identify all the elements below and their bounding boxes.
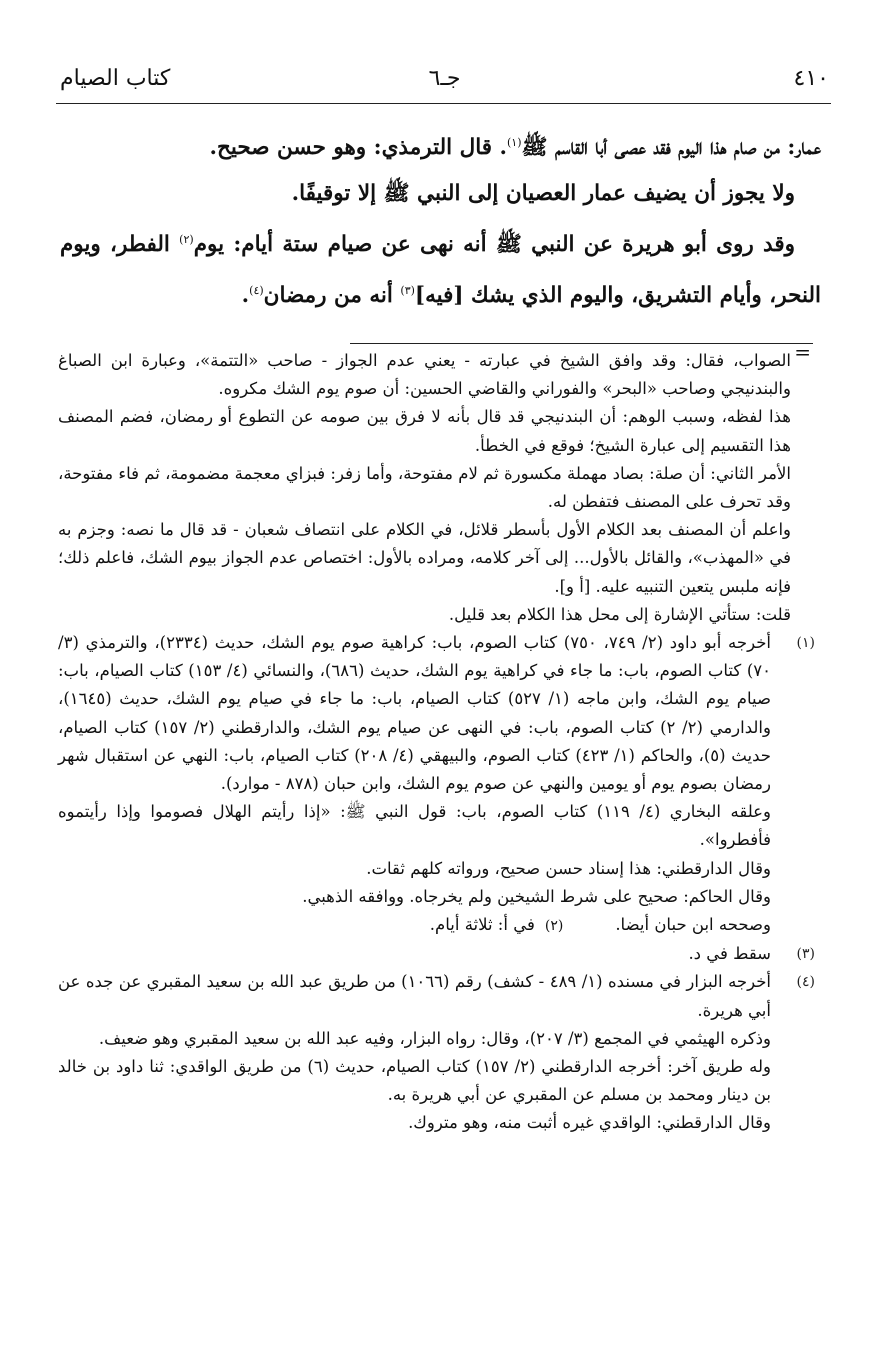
footnote-paragraph: هذا لفظه، وسبب الوهم: أن البندنيجي قد قال بأنه لا فرق بين صومه عن التطوع أو رمضان، فضم المصنف هذا التقسيم إلى عبارة الشيخ؛ فوقع في الخطأ. — [58, 407, 791, 455]
footnote-separator — [350, 343, 813, 344]
main-paragraph-2: ولا يجوز أن يضيف عمار العصيان إلى النبي ﷺ إلا توقيفًا. — [291, 181, 795, 207]
footnote-text-run: وصححه ابن حبان أيضا. — [615, 915, 771, 935]
footnote-paragraph: وقال الدارقطني: الواقدي غيره أثبت منه، وهو متروك. — [408, 1113, 771, 1133]
footnote-number: (٢) — [544, 918, 564, 935]
book-title: كتاب الصيام — [60, 66, 171, 91]
main-text-run: أنه من رمضان — [263, 283, 401, 309]
footnote-2-text: في أ: ثلاثة أيام. — [429, 915, 535, 935]
footnote-paragraph: سقط في د. — [688, 944, 771, 964]
footnote-paragraph: واعلم أن المصنف بعد الكلام الأول بأسطر قلائل، في الكلام على انتصاف شعبان - قد قال ما نصه: وجزم به في «المهذب»، والقائل بالأول... إلى آخر كلامه، ومراده بالأول: اختصاص عدم الجواز بيوم الشك، فاعلم ذلك؛ فإنه ملبس يتعين التنبيه عليه. [أ و]. — [58, 520, 791, 596]
main-text-run: . — [241, 283, 250, 309]
footnote-marker-3: (٣) — [400, 284, 415, 298]
continuation-mark: = — [794, 340, 811, 364]
footnote-paragraph: الصواب، فقال: وقد وافق الشيخ في عبارته - يعني عدم الجواز - صاحب «التتمة»، وعبارة ابن الصباغ والبندنيجي وصاحب «البحر» والفوراني والقاضي الحسين: أن صوم يوم الشك مكروه. — [58, 351, 791, 399]
volume-label: جـ٦ — [428, 66, 461, 91]
running-header — [60, 62, 829, 98]
footnote-4 — [58, 968, 819, 1137]
footnote-marker-2: (٢) — [179, 233, 194, 247]
footnote-number: (٤) — [796, 974, 815, 991]
footnote-number: (١) — [796, 635, 815, 652]
footnote-3 — [58, 940, 819, 968]
footnote-marker-4: (٤) — [249, 284, 264, 298]
main-text-run: وقد روى أبو هريرة عن النبي ﷺ أنه نهى عن صيام ستة أيام: يوم — [193, 232, 795, 258]
footnote-paragraph: وعلقه البخاري (٤/ ١١٩) كتاب الصوم، باب: قول النبي ﷺ: «إذا رأيتم الهلال فصوموا وإذا رأيتموه فأفطروا». — [58, 802, 771, 850]
footnote-number: (٣) — [796, 946, 815, 963]
footnote-paragraph: الأمر الثاني: أن صلة: بصاد مهملة مكسورة ثم لام مفتوحة، وأما زفر: فبزاي معجمة مضمومة، ثم فاء مفتوحة، وقد تحرف على المصنف فتفطن له. — [58, 463, 791, 512]
main-text-run: . قال الترمذي: وهو حسن صحيح. — [209, 135, 507, 161]
main-text — [60, 120, 821, 319]
header-rule — [56, 103, 831, 104]
footnote-paragraph: وله طريق آخر: أخرجه الدارقطني (٢/ ١٥٧) كتاب الصيام، حديث (٦) من طريق الواقدي: ثنا داود بن خالد بن دينار ومحمد بن مسلم عن المقبري عن أبي هريرة به. — [58, 1057, 771, 1105]
footnote-paragraph: أخرجه أبو داود (٢/ ٧٤٩، ٧٥٠) كتاب الصوم، باب: كراهية صوم يوم الشك، حديث (٢٣٣٤)، والترمذي (٣/ ٧٠) كتاب الصوم، باب: ما جاء في كراهية يوم الشك، حديث (٦٨٦)، والنسائي (٤/ ١٥٣) كتاب الصيام، باب: صيام يوم الشك، وابن ماجه (١/ ٥٢٧) كتاب الصيام، باب: ما جاء في صيام يوم الشك، حديث (١٦٤٥)، والدارمي (٢/ ٢) كتاب الصوم، باب: في النهى عن صيام يوم الشك، والدارقطني (٢/ ١٥٧) كتاب الصيام، حديث (٥)، والحاكم (١/ ٤٢٣) كتاب الصوم، والبيهقي (٤/ ٢٠٨) كتاب الصيام، باب: النهي عن استقبال شهر رمضان بصوم يوم أو يومين والنهي عن صوم يوم الشك، وابن حبان (٨٧٨ - موارد). — [58, 633, 772, 794]
footnote-paragraph — [58, 911, 771, 940]
footnote-paragraph: أخرجه البزار في مسنده (١/ ٤٨٩ - كشف) رقم (١٠٦٦) من طريق عبد الله بن سعيد المقبري عن جده عن أبي هريرة. — [58, 972, 772, 1020]
footnote-1 — [58, 629, 819, 940]
footnote-continuation — [58, 347, 819, 629]
footnote-paragraph: وذكره الهيثمي في المجمع (٣/ ٢٠٧)، وقال: رواه البزار، وفيه عبد الله بن سعيد المقبري وهو ضعيف. — [98, 1028, 771, 1048]
footnotes — [58, 347, 819, 1138]
footnote-paragraph: قلت: ستأتي الإشارة إلى محل هذا الكلام بعد قليل. — [448, 604, 791, 624]
main-text-run: الفطر، ويوم النحر، وأيام التشريق، واليوم الذي يشك [فيه] — [60, 232, 821, 309]
main-paragraph-3 — [60, 217, 821, 319]
footnote-paragraph: وقال الدارقطني: هذا إسناد حسن صحيح، ورواته كلهم ثقات. — [366, 858, 771, 878]
main-paragraph-1 — [60, 120, 821, 171]
main-text-run: عمار: من صام هذا اليوم فقد عصى أبا القاسم ﷺ — [521, 135, 821, 161]
footnote-marker-1: (١) — [507, 136, 522, 149]
footnote-paragraph: وقال الحاكم: صحيح على شرط الشيخين ولم يخرجاه. ووافقه الذهبي. — [302, 886, 771, 906]
page-number: ٤١٠ — [793, 66, 829, 91]
